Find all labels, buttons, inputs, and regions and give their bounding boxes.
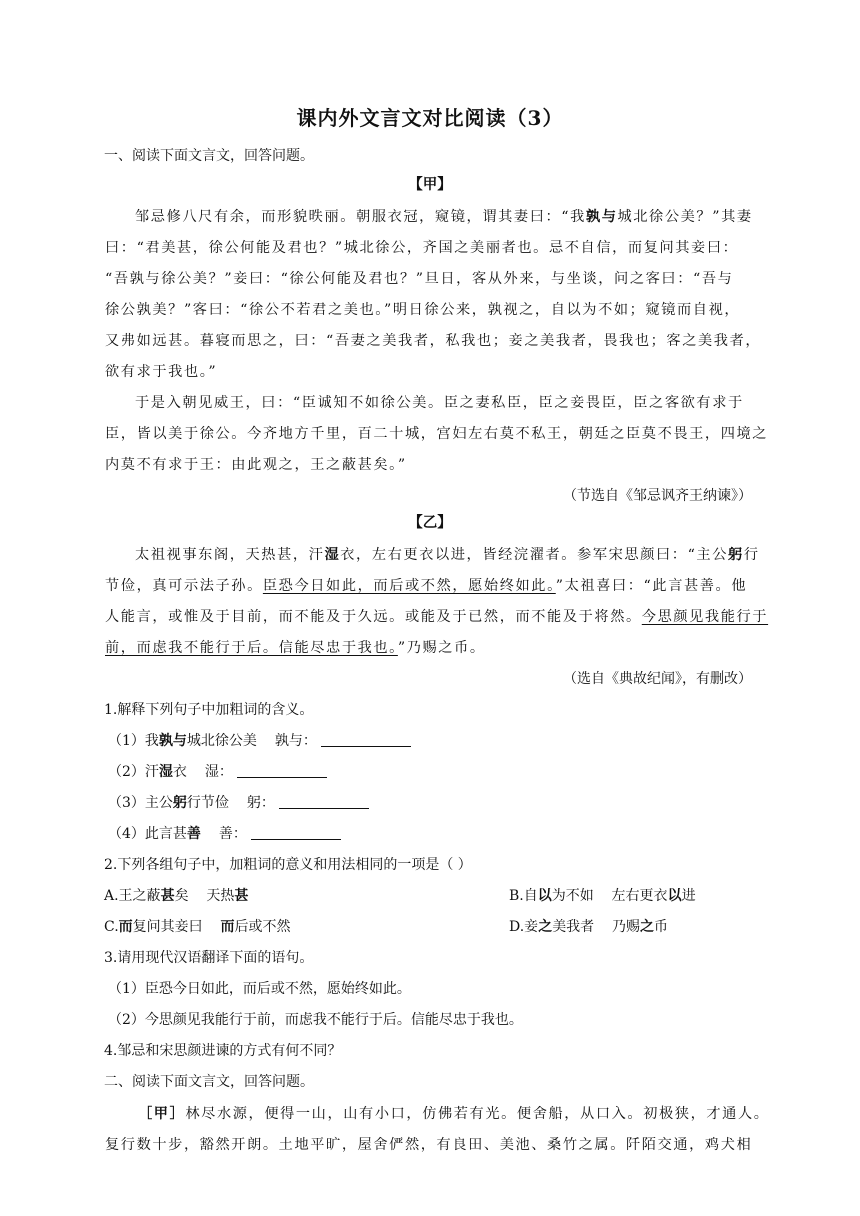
yi-label: 【乙】: [408, 514, 452, 531]
section2-line-2: 复行数十步，豁然开朗。土地平旷，屋舍俨然，有良田、美池、桑竹之属。阡陌交通，鸡犬相: [105, 1137, 753, 1153]
jia-line-3: “吾孰与徐公美？”妾曰：“徐公何能及君也？”旦日，客从外来，与坐谈，问之客曰：“吾与: [105, 271, 734, 287]
jia-line-2: 曰：“君美甚，徐公何能及君也？”城北徐公，齐国之美丽者也。忌不自信，而复问其妾曰：: [105, 240, 739, 256]
jia-line-8: 臣，皆以美于徐公。今齐地方千里，百二十城，宫妇左右莫不私王，朝廷之臣莫不畏王，四境之: [105, 426, 769, 442]
yi-source: （选自《典故纪闻》，有删改）: [563, 671, 752, 687]
answer-blank[interactable]: [279, 794, 369, 809]
answer-blank[interactable]: [321, 732, 411, 747]
yi-line-3: 人能言，或惟及于目前，而不能及于久远。或能及于已然，而不能及于将然。今思颜见我能行于: [105, 609, 769, 625]
answer-blank[interactable]: [251, 825, 341, 840]
q1-item-2: （2）汗湿衣 湿：: [108, 762, 327, 782]
section2-line-1: ［甲］林尽水源，便得一山，山有小口，仿佛若有光。便舍船，从口入。初极狭，才通人。: [138, 1106, 770, 1122]
page-title: 课内外文言文对比阅读（3）: [296, 106, 564, 130]
q2-option-b[interactable]: B.自以为不如 左右更衣以进: [509, 888, 696, 904]
jia-line-7: 于是入朝见威王，曰：“臣诚知不如徐公美。臣之妻私臣，臣之妾畏臣，臣之客欲有求于: [135, 395, 744, 411]
jia-line-4: 徐公孰美？”客曰：“徐公不若君之美也。”明日徐公来，孰视之，自以为不如；窥镜而自视，: [105, 302, 741, 318]
jia-line-9: 内莫不有求于王：由此观之，王之蔽甚矣。”: [105, 457, 407, 473]
yi-line-1: 太祖视事东阁，天热甚，汗湿衣，左右更衣以进，皆经浣濯者。参军宋思颜曰：“主公躬行: [135, 547, 760, 563]
section1-heading: 一、阅读下面文言文，回答问题。: [104, 148, 314, 164]
q2-option-c[interactable]: C.而复问其妾曰 而后或不然: [104, 919, 291, 935]
jia-label: 【甲】: [408, 176, 452, 193]
question-2: 2.下列各组句子中，加粗词的意义和用法相同的一项是（ ）: [104, 857, 472, 873]
answer-blank[interactable]: [237, 763, 327, 778]
question-1: 1.解释下列句子中加粗词的含义。: [104, 702, 314, 718]
q3-item-2: （2）今思颜见我能行于前，而虑我不能行于后。信能尽忠于我也。: [108, 1012, 523, 1028]
q1-item-3: （3）主公躬行节俭 躬：: [108, 793, 369, 813]
jia-line-5: 又弗如远甚。暮寝而思之，曰：“吾妻之美我者，私我也；妾之美我者，畏我也；客之美我者，: [105, 333, 762, 349]
q2-options-row-2: [104, 917, 754, 937]
q2-options-row-1: [104, 886, 754, 906]
q2-option-a[interactable]: A.王之蔽甚矣 天热甚: [104, 888, 249, 904]
jia-line-1: 邹忌修八尺有余，而形貌昳丽。朝服衣冠，窥镜，谓其妻曰：“我孰与城北徐公美？”其妻: [135, 209, 753, 225]
yi-line-2: 节俭，真可示法子孙。臣恐今日如此，而后或不然，愿始终如此。”太祖喜曰：“此言甚善。他: [105, 578, 748, 594]
q2-option-d[interactable]: D.妾之美我者 乃赐之币: [509, 919, 668, 935]
jia-source: （节选自《邹忌讽齐王纳谏》）: [563, 488, 752, 504]
q3-item-1: （1）臣恐今日如此，而后或不然，愿始终如此。: [108, 981, 411, 997]
yi-line-4: 前，而虑我不能行于后。信能尽忠于我也。”乃赐之币。: [105, 640, 486, 656]
section2-heading: 二、阅读下面文言文，回答问题。: [104, 1074, 314, 1090]
q1-item-4: （4）此言甚善 善：: [108, 824, 341, 844]
question-4: 4.邹忌和宋思颜进谏的方式有何不同？: [104, 1043, 342, 1059]
jia-line-6: 欲有求于我也。”: [105, 364, 218, 380]
q1-item-1: （1）我孰与城北徐公美 孰与：: [108, 731, 411, 751]
question-3: 3.请用现代汉语翻译下面的语句。: [104, 950, 314, 966]
